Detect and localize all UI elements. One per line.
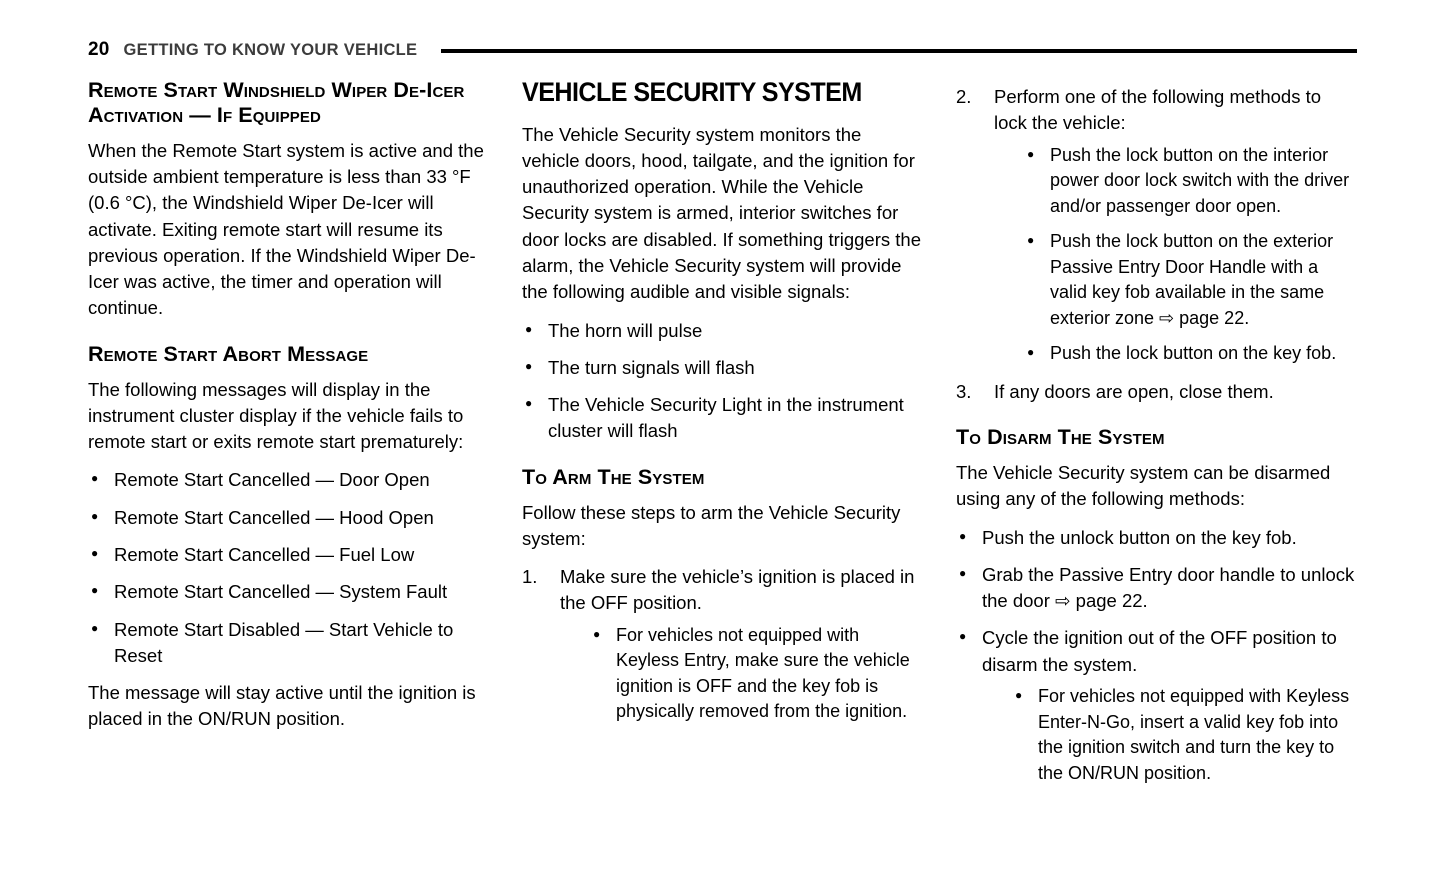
header-title: GETTING TO KNOW YOUR VEHICLE xyxy=(123,40,418,59)
list-alarm-signals xyxy=(522,318,922,445)
column-3 xyxy=(956,78,1356,797)
page-header xyxy=(88,36,1357,64)
list-item: ● Push the lock button on the interior power door lock switch with the driver and/or passenger door open. xyxy=(1024,143,1356,220)
list-arm-steps-continued xyxy=(956,84,1356,405)
paragraph-arm-intro: Follow these steps to arm the Vehicle Security system: xyxy=(522,501,901,549)
paragraph-disarm-intro: The Vehicle Security system can be disarmed using any of the following methods: xyxy=(956,462,1331,510)
list-item-step-1 xyxy=(522,564,922,725)
list-item: ● Grab the Passive Entry door handle to unlock the door ⇨ page 22. xyxy=(956,562,1356,615)
paragraph-wiper-deicer: When the Remote Start system is active and the outside ambient temperature is less than 33 °F (0.6 °C), the Windshield Wiper De-Icer will activate. Exiting remote start will resume its previous operation. If the Windshield Wiper De-Icer was active, the timer and operation will continue. xyxy=(88,139,484,319)
content-columns xyxy=(88,78,1358,797)
heading-vehicle-security-system: VEHICLE SECURITY SYSTEM xyxy=(522,77,862,107)
list-item-step-3 xyxy=(956,379,1356,405)
paragraph-security-intro: The Vehicle Security system monitors the vehicle doors, hood, tailgate, and the ignition for unauthorized operation. While the Vehicle Security system is armed, interior switches for door locks are disabled. If something triggers the alarm, the Vehicle Security system will provide the following audible and visible signals: xyxy=(522,123,921,303)
heading-remote-start-abort: Remote Start Abort Message xyxy=(88,341,369,366)
list-item: ● Push the unlock button on the key fob. xyxy=(956,525,1356,551)
list-item: ● For vehicles not equipped with Keyless Enter-N-Go, insert a valid key fob into the ignition switch and turn the key to the ON/RUN position. xyxy=(1012,684,1356,786)
step-text: Perform one of the following methods to lock the vehicle: xyxy=(994,86,1322,134)
list-disarm-methods xyxy=(956,525,1356,787)
list-item: ● Remote Start Cancelled — System Fault xyxy=(88,579,488,605)
list-item: ● Remote Start Cancelled — Fuel Low xyxy=(88,542,488,568)
page-number: 20 xyxy=(88,39,110,60)
paragraph-message-active: The message will stay active until the ignition is placed in the ON/RUN position. xyxy=(88,682,476,730)
list-disarm-sub xyxy=(1012,684,1356,786)
paragraph-abort-intro: The following messages will display in the instrument cluster display if the vehicle fails to remote start or exits remote start prematurely: xyxy=(88,378,464,453)
list-item: ● The Vehicle Security Light in the instrument cluster will flash xyxy=(522,392,922,445)
list-item: ● Push the lock button on the exterior Passive Entry Door Handle with a valid key fob available in the same exterior zone ⇨ page 22. xyxy=(1024,229,1356,331)
step-text: Make sure the vehicle’s ignition is placed in the OFF position. xyxy=(560,566,915,614)
list-item: ● Push the lock button on the key fob. xyxy=(1024,341,1356,367)
list-step-2-sub xyxy=(1024,143,1356,367)
list-arm-steps xyxy=(522,564,922,725)
heading-to-disarm-the-system: To Disarm The System xyxy=(956,425,1165,450)
list-item-text: Cycle the ignition out of the OFF position to disarm the system. xyxy=(982,627,1337,675)
step-number: 3. xyxy=(956,380,972,402)
list-item: ● For vehicles not equipped with Keyless Entry, make sure the vehicle ignition is OFF and the key fob is physically removed from the ignition. xyxy=(590,623,922,725)
step-number: 1. xyxy=(522,566,538,588)
list-item-step-2 xyxy=(956,84,1356,367)
heading-to-arm-the-system: To Arm The System xyxy=(522,464,705,489)
step-text: If any doors are open, close them. xyxy=(994,380,1274,402)
list-item: ● Remote Start Cancelled — Hood Open xyxy=(88,505,488,531)
column-2 xyxy=(522,78,922,797)
list-item: ● The horn will pulse xyxy=(522,318,922,344)
step-number: 2. xyxy=(956,86,972,107)
list-item: ● Remote Start Cancelled — Door Open xyxy=(88,467,488,493)
column-1 xyxy=(88,78,488,797)
header-rule xyxy=(441,49,1357,53)
list-abort-messages xyxy=(88,467,488,669)
list-item: ● The turn signals will flash xyxy=(522,355,922,381)
list-item: ● Remote Start Disabled — Start Vehicle to Reset xyxy=(88,617,488,670)
list-item xyxy=(956,625,1356,786)
heading-remote-start-wiper-deicer: Remote Start Windshield Wiper De-Icer Activation — If Equipped xyxy=(88,78,465,127)
list-step-1-sub xyxy=(590,623,922,725)
